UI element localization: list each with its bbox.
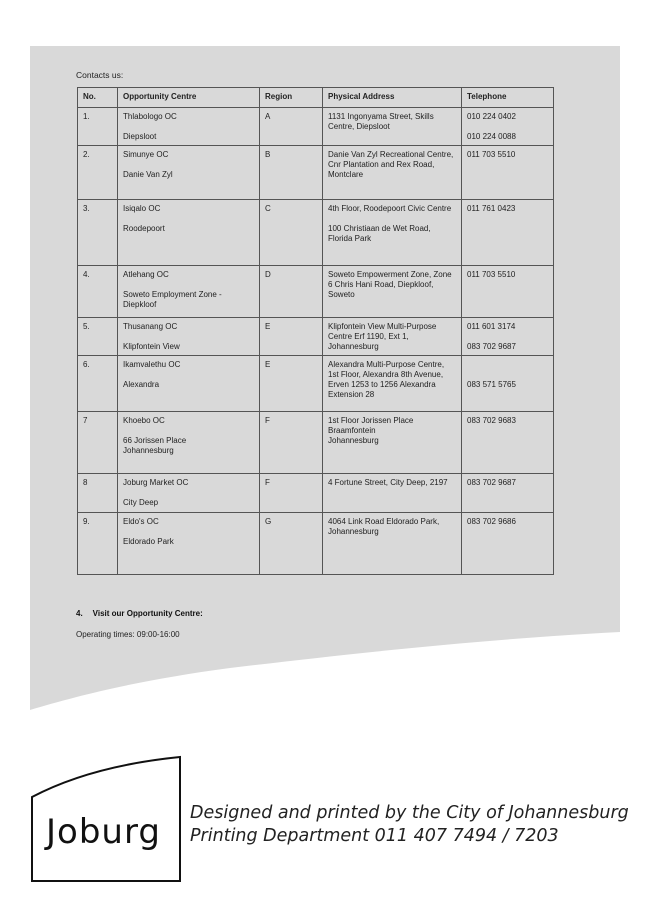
visit-heading (76, 609, 203, 618)
cell-telephone: 011 601 3174 083 702 9687 (462, 318, 554, 356)
table-row (78, 513, 554, 575)
cell-telephone: 011 761 0423 (462, 200, 554, 266)
cell-physical-address: 4 Fortune Street, City Deep, 2197 (323, 474, 462, 513)
cell-telephone: 083 702 9683 (462, 412, 554, 474)
cell-opportunity-centre: Isiqalo OC Roodepoort (118, 200, 260, 266)
cell-region: G (260, 513, 323, 575)
table-row (78, 108, 554, 146)
table-header-row (78, 88, 554, 108)
cell-opportunity-centre: Thusanang OC Klipfontein View (118, 318, 260, 356)
footer-credits-line-2: Printing Department 011 407 7494 / 7203 (190, 826, 559, 846)
table-body (78, 108, 554, 575)
header-no: No. (78, 88, 118, 108)
cell-opportunity-centre: Simunye OC Danie Van Zyl (118, 146, 260, 200)
cell-opportunity-centre: Atlehang OC Soweto Employment Zone - Diepkloof (118, 266, 260, 318)
cell-region: A (260, 108, 323, 146)
visit-heading-number: 4. (76, 609, 83, 618)
cell-physical-address: Alexandra Multi-Purpose Centre, 1st Floor, Alexandra 8th Avenue, Erven 1253 to 1256 Alexandra Extension 28 (323, 356, 462, 412)
cell-telephone: 083 702 9687 (462, 474, 554, 513)
cell-no: 1. (78, 108, 118, 146)
cell-no: 2. (78, 146, 118, 200)
operating-times: Operating times: 09:00-16:00 (76, 630, 180, 639)
table-row (78, 356, 554, 412)
cell-no: 6. (78, 356, 118, 412)
cell-no: 3. (78, 200, 118, 266)
cell-telephone: 011 703 5510 (462, 266, 554, 318)
cell-opportunity-centre: Eldo's OC Eldorado Park (118, 513, 260, 575)
cell-no: 8 (78, 474, 118, 513)
cell-region: D (260, 266, 323, 318)
cell-physical-address: 4th Floor, Roodepoort Civic Centre 100 Christiaan de Wet Road, Florida Park (323, 200, 462, 266)
cell-physical-address: 1st Floor Jorissen Place Braamfontein Johannesburg (323, 412, 462, 474)
cell-region: B (260, 146, 323, 200)
cell-telephone: 083 702 9686 (462, 513, 554, 575)
cell-no: 4. (78, 266, 118, 318)
joburg-logo: Joburg (46, 812, 161, 852)
cell-region: E (260, 318, 323, 356)
cell-opportunity-centre: Thlabologo OC Diepsloot (118, 108, 260, 146)
contacts-label: Contacts us: (76, 70, 124, 80)
cell-no: 9. (78, 513, 118, 575)
table-row (78, 474, 554, 513)
cell-telephone: 083 571 5765 (462, 356, 554, 412)
footer-credits-line-1: Designed and printed by the City of Johannesburg (190, 803, 629, 823)
table-row (78, 146, 554, 200)
cell-no: 5. (78, 318, 118, 356)
cell-region: E (260, 356, 323, 412)
cell-physical-address: 4064 Link Road Eldorado Park, Johannesburg (323, 513, 462, 575)
cell-physical-address: 1131 Ingonyama Street, Skills Centre, Diepsloot (323, 108, 462, 146)
cell-region: C (260, 200, 323, 266)
table-row (78, 318, 554, 356)
header-region: Region (260, 88, 323, 108)
cell-telephone: 011 703 5510 (462, 146, 554, 200)
cell-physical-address: Soweto Empowerment Zone, Zone 6 Chris Hani Road, Diepkloof, Soweto (323, 266, 462, 318)
footer-credits (190, 802, 629, 848)
cell-telephone: 010 224 0402 010 224 0088 (462, 108, 554, 146)
header-telephone: Telephone (462, 88, 554, 108)
cell-physical-address: Danie Van Zyl Recreational Centre, Cnr Plantation and Rex Road, Montclare (323, 146, 462, 200)
cell-no: 7 (78, 412, 118, 474)
cell-opportunity-centre: Joburg Market OC City Deep (118, 474, 260, 513)
table-row (78, 200, 554, 266)
table-row (78, 412, 554, 474)
cell-opportunity-centre: Khoebo OC 66 Jorissen Place Johannesburg (118, 412, 260, 474)
cell-region: F (260, 412, 323, 474)
cell-region: F (260, 474, 323, 513)
visit-heading-text: Visit our Opportunity Centre: (92, 609, 203, 618)
header-physical-address: Physical Address (323, 88, 462, 108)
cell-opportunity-centre: Ikamvalethu OC Alexandra (118, 356, 260, 412)
opportunity-centres-table (77, 87, 554, 575)
cell-physical-address: Klipfontein View Multi-Purpose Centre Erf 1190, Ext 1, Johannesburg (323, 318, 462, 356)
header-opportunity-centre: Opportunity Centre (118, 88, 260, 108)
table-row (78, 266, 554, 318)
